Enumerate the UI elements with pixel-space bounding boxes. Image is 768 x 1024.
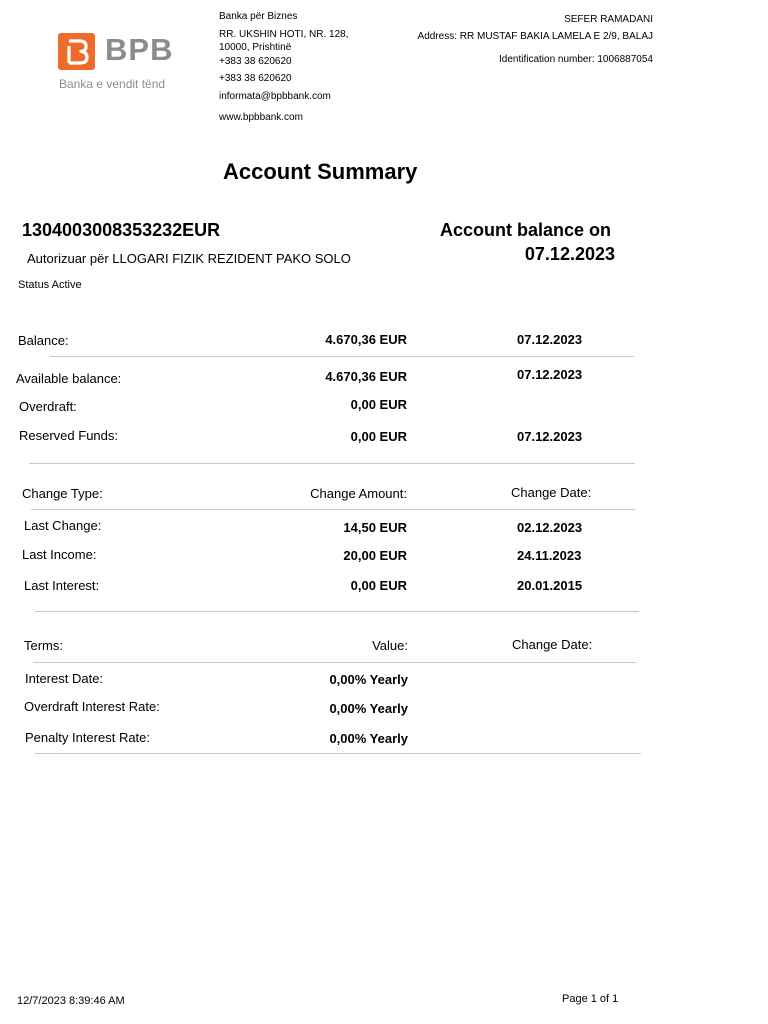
penalty-interest-rate-value: 0,00% Yearly xyxy=(329,731,408,746)
reserved-funds-date: 07.12.2023 xyxy=(517,429,583,444)
balance-on-date: 07.12.2023 xyxy=(524,244,615,264)
last-interest-amount: 0,00 EUR xyxy=(350,578,407,593)
last-change-amount: 14,50 EUR xyxy=(343,520,407,535)
account-number: 1304003008353232EUR xyxy=(22,220,221,240)
customer-name: SEFER RAMADANI xyxy=(564,14,653,25)
divider xyxy=(33,662,636,663)
change-amount-header: Change Amount: xyxy=(310,486,407,501)
page-title: Account Summary xyxy=(223,159,418,184)
last-interest-label: Last Interest: xyxy=(24,578,100,593)
bpb-logo-icon xyxy=(58,33,95,70)
last-income-date: 24.11.2023 xyxy=(517,548,582,563)
value-header: Value: xyxy=(372,638,408,653)
divider xyxy=(50,356,634,357)
overdraft-interest-rate-value: 0,00% Yearly xyxy=(329,701,408,716)
bank-address-line2: 10000, Prishtinë xyxy=(219,42,292,53)
footer-page-number: Page 1 of 1 xyxy=(562,993,619,1005)
available-balance-amount: 4.670,36 EUR xyxy=(325,369,407,384)
footer-timestamp: 12/7/2023 8:39:46 AM xyxy=(17,995,125,1007)
last-change-label: Last Change: xyxy=(24,518,102,533)
reserved-funds-label: Reserved Funds: xyxy=(19,428,118,443)
bank-address-line1: RR. UKSHIN HOTI, NR. 128, xyxy=(219,29,349,40)
account-authorization: Autorizuar për LLOGARI FIZIK REZIDENT PAKO SOLO xyxy=(27,251,351,266)
interest-date-value: 0,00% Yearly xyxy=(329,672,408,687)
customer-id: Identification number: 1006887054 xyxy=(498,54,653,65)
overdraft-interest-rate-label: Overdraft Interest Rate: xyxy=(24,699,160,714)
divider xyxy=(31,509,635,510)
bank-phone-1: +383 38 620620 xyxy=(219,56,292,67)
change-type-header: Change Type: xyxy=(22,486,103,501)
bank-name: Banka për Biznes xyxy=(219,11,298,22)
available-balance-date: 07.12.2023 xyxy=(517,367,583,382)
bank-email: informata@bpbbank.com xyxy=(219,91,331,102)
terms-header: Terms: xyxy=(24,638,63,653)
terms-change-date-header: Change Date: xyxy=(512,637,593,652)
balance-label: Balance: xyxy=(18,333,69,348)
divider xyxy=(29,463,635,464)
bank-logo xyxy=(47,22,185,96)
bank-phone-2: +383 38 620620 xyxy=(219,73,292,84)
last-change-date: 02.12.2023 xyxy=(517,520,583,535)
balance-on-label: Account balance on xyxy=(439,220,611,240)
logo-tagline: Banka e vendit tënd xyxy=(59,77,166,91)
last-interest-date: 20.01.2015 xyxy=(517,578,583,593)
balance-amount: 4.670,36 EUR xyxy=(325,332,407,347)
penalty-interest-rate-label: Penalty Interest Rate: xyxy=(25,730,151,745)
last-income-amount: 20,00 EUR xyxy=(343,548,407,563)
available-balance-label: Available balance: xyxy=(16,371,122,386)
last-income-label: Last Income: xyxy=(22,547,97,562)
overdraft-amount: 0,00 EUR xyxy=(350,397,407,412)
interest-date-label: Interest Date: xyxy=(25,671,104,686)
balance-date: 07.12.2023 xyxy=(517,332,583,347)
account-status: Status Active xyxy=(18,279,82,291)
reserved-funds-amount: 0,00 EUR xyxy=(350,429,407,444)
divider xyxy=(35,611,639,612)
divider xyxy=(35,753,641,754)
customer-address: Address: RR MUSTAF BAKIA LAMELA E 2/9, BALAJ xyxy=(417,31,653,42)
overdraft-label: Overdraft: xyxy=(19,399,77,414)
logo-brand-text: BPB xyxy=(105,32,174,67)
bank-website: www.bpbbank.com xyxy=(219,112,303,123)
change-date-header: Change Date: xyxy=(511,485,592,500)
